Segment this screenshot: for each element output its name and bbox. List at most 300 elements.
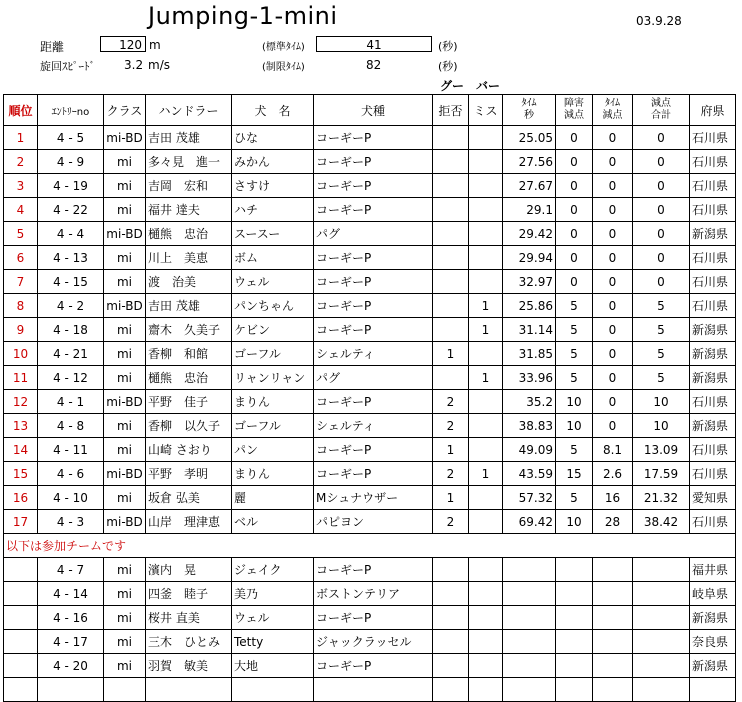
prefecture-cell: 石川県 [690,270,736,294]
total-penalty-cell: 0 [633,198,690,222]
time-penalty-cell: 0 [593,174,633,198]
rank-cell [4,630,38,654]
table-row [4,438,736,462]
total-penalty-cell: 0 [633,126,690,150]
time-penalty-cell [593,630,633,654]
entry-cell: 4 - 2 [38,294,104,318]
class-cell: mi-BD [104,390,146,414]
handler-cell: 吉岡 宏和 [146,174,232,198]
participant-row [4,582,736,606]
miss-cell: 1 [469,294,503,318]
handler-cell: 樋熊 忠治 [146,222,232,246]
entry-cell: 4 - 18 [38,318,104,342]
refusal-cell [433,174,469,198]
refusal-cell [433,606,469,630]
breed-cell: コーギーP [314,150,433,174]
time-cell: 27.56 [503,150,556,174]
dog-cell: 美乃 [232,582,314,606]
refusal-cell [433,150,469,174]
class-cell: mi [104,654,146,678]
obstacle-penalty-cell: 5 [556,318,593,342]
miss-cell [469,654,503,678]
breed-cell: コーギーP [314,462,433,486]
refusal-cell [433,630,469,654]
breed-cell: コーギーP [314,318,433,342]
rank-cell [4,582,38,606]
time-penalty-cell [593,582,633,606]
total-penalty-cell: 5 [633,294,690,318]
refusal-cell [433,222,469,246]
class-cell: mi [104,438,146,462]
breed-cell: コーギーP [314,654,433,678]
class-cell: mi [104,342,146,366]
obstacle-penalty-cell: 10 [556,414,593,438]
dog-cell: さすけ [232,174,314,198]
miss-cell [469,606,503,630]
miss-cell [469,414,503,438]
refusal-cell: 2 [433,462,469,486]
std-time-unit: (秒) [438,40,458,53]
rank-cell: 15 [4,462,38,486]
table-row [4,390,736,414]
obstacle-penalty-cell: 0 [556,150,593,174]
time-cell: 25.05 [503,126,556,150]
rank-cell: 4 [4,198,38,222]
breed-cell: コーギーP [314,390,433,414]
col-time: ﾀｲﾑ 秒 [503,95,556,126]
obstacle-penalty-cell [556,654,593,678]
total-penalty-cell [633,606,690,630]
handler-cell: 渡 治美 [146,270,232,294]
handler-cell: 多々見 進一 [146,150,232,174]
table-row [4,270,736,294]
total-penalty-cell: 5 [633,366,690,390]
total-penalty-cell [633,558,690,582]
dog-cell: ゴーフル [232,414,314,438]
prefecture-cell: 石川県 [690,150,736,174]
rank-cell: 17 [4,510,38,534]
obstacle-penalty-cell [556,558,593,582]
time-cell: 31.14 [503,318,556,342]
breed-cell: コーギーP [314,294,433,318]
prefecture-cell: 新潟県 [690,654,736,678]
table-row [4,222,736,246]
time-penalty-cell: 0 [593,342,633,366]
class-cell: mi [104,246,146,270]
std-time-value: 41 [316,36,432,52]
refusal-cell: 2 [433,414,469,438]
refusal-cell [433,366,469,390]
prefecture-cell: 奈良県 [690,630,736,654]
class-cell: mi [104,270,146,294]
rank-cell [4,654,38,678]
breed-cell: コーギーP [314,606,433,630]
time-cell [503,654,556,678]
breed-cell: パグ [314,222,433,246]
class-cell: mi [104,486,146,510]
col-miss: ミス [469,95,503,126]
entry-cell: 4 - 13 [38,246,104,270]
time-cell: 57.32 [503,486,556,510]
entry-cell: 4 - 10 [38,486,104,510]
class-cell: mi-BD [104,462,146,486]
class-cell: mi [104,318,146,342]
dog-cell: まりん [232,390,314,414]
entry-cell: 4 - 17 [38,630,104,654]
dog-cell: まりん [232,462,314,486]
breed-cell: コーギーP [314,438,433,462]
dog-cell: ジェイク [232,558,314,582]
obstacle-penalty-cell [556,630,593,654]
time-cell: 29.94 [503,246,556,270]
total-penalty-cell: 0 [633,150,690,174]
entry-cell: 4 - 7 [38,558,104,582]
rank-cell: 16 [4,486,38,510]
refusal-cell: 1 [433,438,469,462]
participants-section-row [4,534,736,558]
group-label: グー バー [440,79,501,93]
time-penalty-cell: 0 [593,318,633,342]
entry-cell: 4 - 20 [38,654,104,678]
time-penalty-cell: 0 [593,414,633,438]
dog-cell: ウェル [232,606,314,630]
total-penalty-cell: 21.32 [633,486,690,510]
table-row [4,318,736,342]
table-row [4,126,736,150]
table-row [4,150,736,174]
handler-cell: 吉田 茂雄 [146,126,232,150]
handler-cell: 香柳 和館 [146,342,232,366]
time-penalty-cell: 0 [593,222,633,246]
rank-cell: 13 [4,414,38,438]
rank-cell: 12 [4,390,38,414]
time-penalty-cell [593,654,633,678]
handler-cell: 吉田 茂雄 [146,294,232,318]
rank-cell: 3 [4,174,38,198]
handler-cell: 香柳 以久子 [146,414,232,438]
class-cell: mi [104,414,146,438]
class-cell: mi [104,366,146,390]
class-cell: mi [104,630,146,654]
prefecture-cell: 愛知県 [690,486,736,510]
std-time-label: (標準ﾀｲﾑ) [262,42,305,53]
entry-cell: 4 - 22 [38,198,104,222]
rank-cell: 6 [4,246,38,270]
total-penalty-cell: 10 [633,390,690,414]
breed-cell: シェルティ [314,414,433,438]
miss-cell [469,558,503,582]
class-cell: mi-BD [104,294,146,318]
col-breed: 犬種 [314,95,433,126]
event-date: 03.9.28 [636,14,682,28]
refusal-cell [433,270,469,294]
distance-label: 距離 [40,40,65,54]
distance-value: 120 [100,36,146,52]
dog-cell: パン [232,438,314,462]
miss-cell [469,582,503,606]
time-cell: 29.42 [503,222,556,246]
handler-cell: 福井 達夫 [146,198,232,222]
obstacle-penalty-cell: 0 [556,246,593,270]
time-cell: 35.2 [503,390,556,414]
obstacle-penalty-cell: 0 [556,222,593,246]
table-row [4,366,736,390]
dog-cell: パンちゃん [232,294,314,318]
obstacle-penalty-cell: 0 [556,174,593,198]
prefecture-cell: 石川県 [690,294,736,318]
col-time-penalty: ﾀｲﾑ 減点 [593,95,633,126]
time-penalty-cell: 0 [593,198,633,222]
miss-cell [469,342,503,366]
miss-cell [469,174,503,198]
prefecture-cell: 石川県 [690,198,736,222]
time-cell: 31.85 [503,342,556,366]
time-cell: 38.83 [503,414,556,438]
col-dog: 犬 名 [232,95,314,126]
dog-cell: ウェル [232,270,314,294]
obstacle-penalty-cell: 0 [556,126,593,150]
total-penalty-cell: 38.42 [633,510,690,534]
total-penalty-cell [633,630,690,654]
dog-cell: 大地 [232,654,314,678]
refusal-cell [433,294,469,318]
breed-cell: シェルティ [314,342,433,366]
refusal-cell [433,654,469,678]
refusal-cell: 2 [433,510,469,534]
time-penalty-cell: 28 [593,510,633,534]
time-cell: 25.86 [503,294,556,318]
table-row [4,294,736,318]
obstacle-penalty-cell: 5 [556,294,593,318]
prefecture-cell: 新潟県 [690,414,736,438]
handler-cell: 山崎 さおり [146,438,232,462]
entry-cell: 4 - 1 [38,390,104,414]
participant-row [4,654,736,678]
prefecture-cell: 石川県 [690,246,736,270]
obstacle-penalty-cell: 5 [556,366,593,390]
col-rank: 順位 [4,95,38,126]
breed-cell: パピヨン [314,510,433,534]
total-penalty-cell: 5 [633,342,690,366]
participants-section-label: 以下は参加チームです [4,534,736,558]
time-penalty-cell: 0 [593,126,633,150]
obstacle-penalty-cell: 5 [556,438,593,462]
header-row [4,95,736,126]
time-cell: 32.97 [503,270,556,294]
col-entry: ｴﾝﾄﾘｰno [38,95,104,126]
rank-cell: 5 [4,222,38,246]
prefecture-cell: 石川県 [690,390,736,414]
refusal-cell [433,582,469,606]
time-cell: 69.42 [503,510,556,534]
miss-cell [469,270,503,294]
total-penalty-cell: 10 [633,414,690,438]
total-penalty-cell: 0 [633,174,690,198]
prefecture-cell: 新潟県 [690,342,736,366]
participant-row [4,630,736,654]
breed-cell: コーギーP [314,246,433,270]
total-penalty-cell: 17.59 [633,462,690,486]
time-cell: 49.09 [503,438,556,462]
miss-cell [469,246,503,270]
prefecture-cell: 石川県 [690,126,736,150]
entry-cell: 4 - 5 [38,126,104,150]
obstacle-penalty-cell: 15 [556,462,593,486]
handler-cell: 羽賀 敏美 [146,654,232,678]
class-cell: mi-BD [104,222,146,246]
total-penalty-cell: 5 [633,318,690,342]
table-row [4,342,736,366]
class-cell: mi-BD [104,510,146,534]
miss-cell [469,510,503,534]
miss-cell [469,390,503,414]
table-row [4,486,736,510]
miss-cell [469,630,503,654]
rank-cell: 14 [4,438,38,462]
entry-cell: 4 - 14 [38,582,104,606]
obstacle-penalty-cell: 5 [556,486,593,510]
refusal-cell: 1 [433,486,469,510]
time-penalty-cell: 0 [593,150,633,174]
table-row [4,510,736,534]
handler-cell: 平野 佳子 [146,390,232,414]
miss-cell [469,222,503,246]
prefecture-cell: 石川県 [690,462,736,486]
rank-cell: 1 [4,126,38,150]
obstacle-penalty-cell: 0 [556,198,593,222]
breed-cell: コーギーP [314,126,433,150]
time-penalty-cell: 0 [593,294,633,318]
rank-cell: 8 [4,294,38,318]
distance-unit: m [149,38,161,52]
class-cell: mi [104,558,146,582]
time-penalty-cell: 2.6 [593,462,633,486]
empty-row [4,678,736,702]
col-refusal: 拒否 [433,95,469,126]
obstacle-penalty-cell: 5 [556,342,593,366]
dog-cell: ハチ [232,198,314,222]
table-row [4,414,736,438]
total-penalty-cell: 0 [633,246,690,270]
entry-cell: 4 - 15 [38,270,104,294]
page-title: Jumping-1-mini [148,2,338,30]
limit-time-value: 82 [366,58,382,72]
time-cell [503,558,556,582]
time-penalty-cell [593,606,633,630]
refusal-cell [433,126,469,150]
breed-cell: ボストンテリア [314,582,433,606]
participant-row [4,558,736,582]
dog-cell: ゴーフル [232,342,314,366]
dog-cell: 麗 [232,486,314,510]
handler-cell: 川上 美恵 [146,246,232,270]
prefecture-cell: 石川県 [690,438,736,462]
refusal-cell: 1 [433,342,469,366]
handler-cell: 三木 ひとみ [146,630,232,654]
entry-cell: 4 - 4 [38,222,104,246]
col-obstacle-penalty: 障害 減点 [556,95,593,126]
miss-cell [469,126,503,150]
time-cell [503,630,556,654]
total-penalty-cell: 0 [633,270,690,294]
dog-cell: ベル [232,510,314,534]
speed-value: 3.2 [124,58,144,72]
handler-cell: 桜井 直美 [146,606,232,630]
class-cell: mi [104,174,146,198]
obstacle-penalty-cell [556,606,593,630]
rank-cell: 7 [4,270,38,294]
dog-cell: ひな [232,126,314,150]
time-penalty-cell: 0 [593,246,633,270]
refusal-cell: 2 [433,390,469,414]
limit-time-unit: (秒) [438,60,458,73]
results-table [3,94,736,702]
total-penalty-cell [633,582,690,606]
time-cell: 27.67 [503,174,556,198]
table-row [4,462,736,486]
entry-cell: 4 - 19 [38,174,104,198]
time-penalty-cell: 0 [593,366,633,390]
prefecture-cell: 新潟県 [690,606,736,630]
refusal-cell [433,246,469,270]
handler-cell: 坂倉 弘美 [146,486,232,510]
refusal-cell [433,318,469,342]
obstacle-penalty-cell: 10 [556,390,593,414]
time-cell: 43.59 [503,462,556,486]
dog-cell: リャンリャン [232,366,314,390]
speed-unit: m/s [148,58,170,72]
handler-cell: 四釜 睦子 [146,582,232,606]
handler-cell: 樋熊 忠治 [146,366,232,390]
miss-cell [469,486,503,510]
miss-cell: 1 [469,366,503,390]
time-penalty-cell: 0 [593,270,633,294]
entry-cell: 4 - 21 [38,342,104,366]
rank-cell: 10 [4,342,38,366]
breed-cell: Mシュナウザー [314,486,433,510]
col-class: クラス [104,95,146,126]
prefecture-cell: 石川県 [690,174,736,198]
total-penalty-cell: 13.09 [633,438,690,462]
rank-cell: 9 [4,318,38,342]
speed-label: 旋回ｽﾋﾟｰﾄﾞ [40,60,95,73]
breed-cell: コーギーP [314,174,433,198]
dog-cell: ケビン [232,318,314,342]
miss-cell [469,150,503,174]
class-cell: mi-BD [104,126,146,150]
table-row [4,246,736,270]
class-cell: mi [104,606,146,630]
entry-cell: 4 - 6 [38,462,104,486]
entry-cell: 4 - 9 [38,150,104,174]
dog-cell: スースー [232,222,314,246]
prefecture-cell: 新潟県 [690,318,736,342]
prefecture-cell: 岐阜県 [690,582,736,606]
obstacle-penalty-cell: 10 [556,510,593,534]
rank-cell [4,606,38,630]
class-cell: mi [104,198,146,222]
time-penalty-cell [593,558,633,582]
time-cell: 29.1 [503,198,556,222]
breed-cell: コーギーP [314,558,433,582]
total-penalty-cell: 0 [633,222,690,246]
handler-cell: 齋木 久美子 [146,318,232,342]
time-cell: 33.96 [503,366,556,390]
table-row [4,174,736,198]
rank-cell: 2 [4,150,38,174]
dog-cell: ボム [232,246,314,270]
entry-cell: 4 - 8 [38,414,104,438]
